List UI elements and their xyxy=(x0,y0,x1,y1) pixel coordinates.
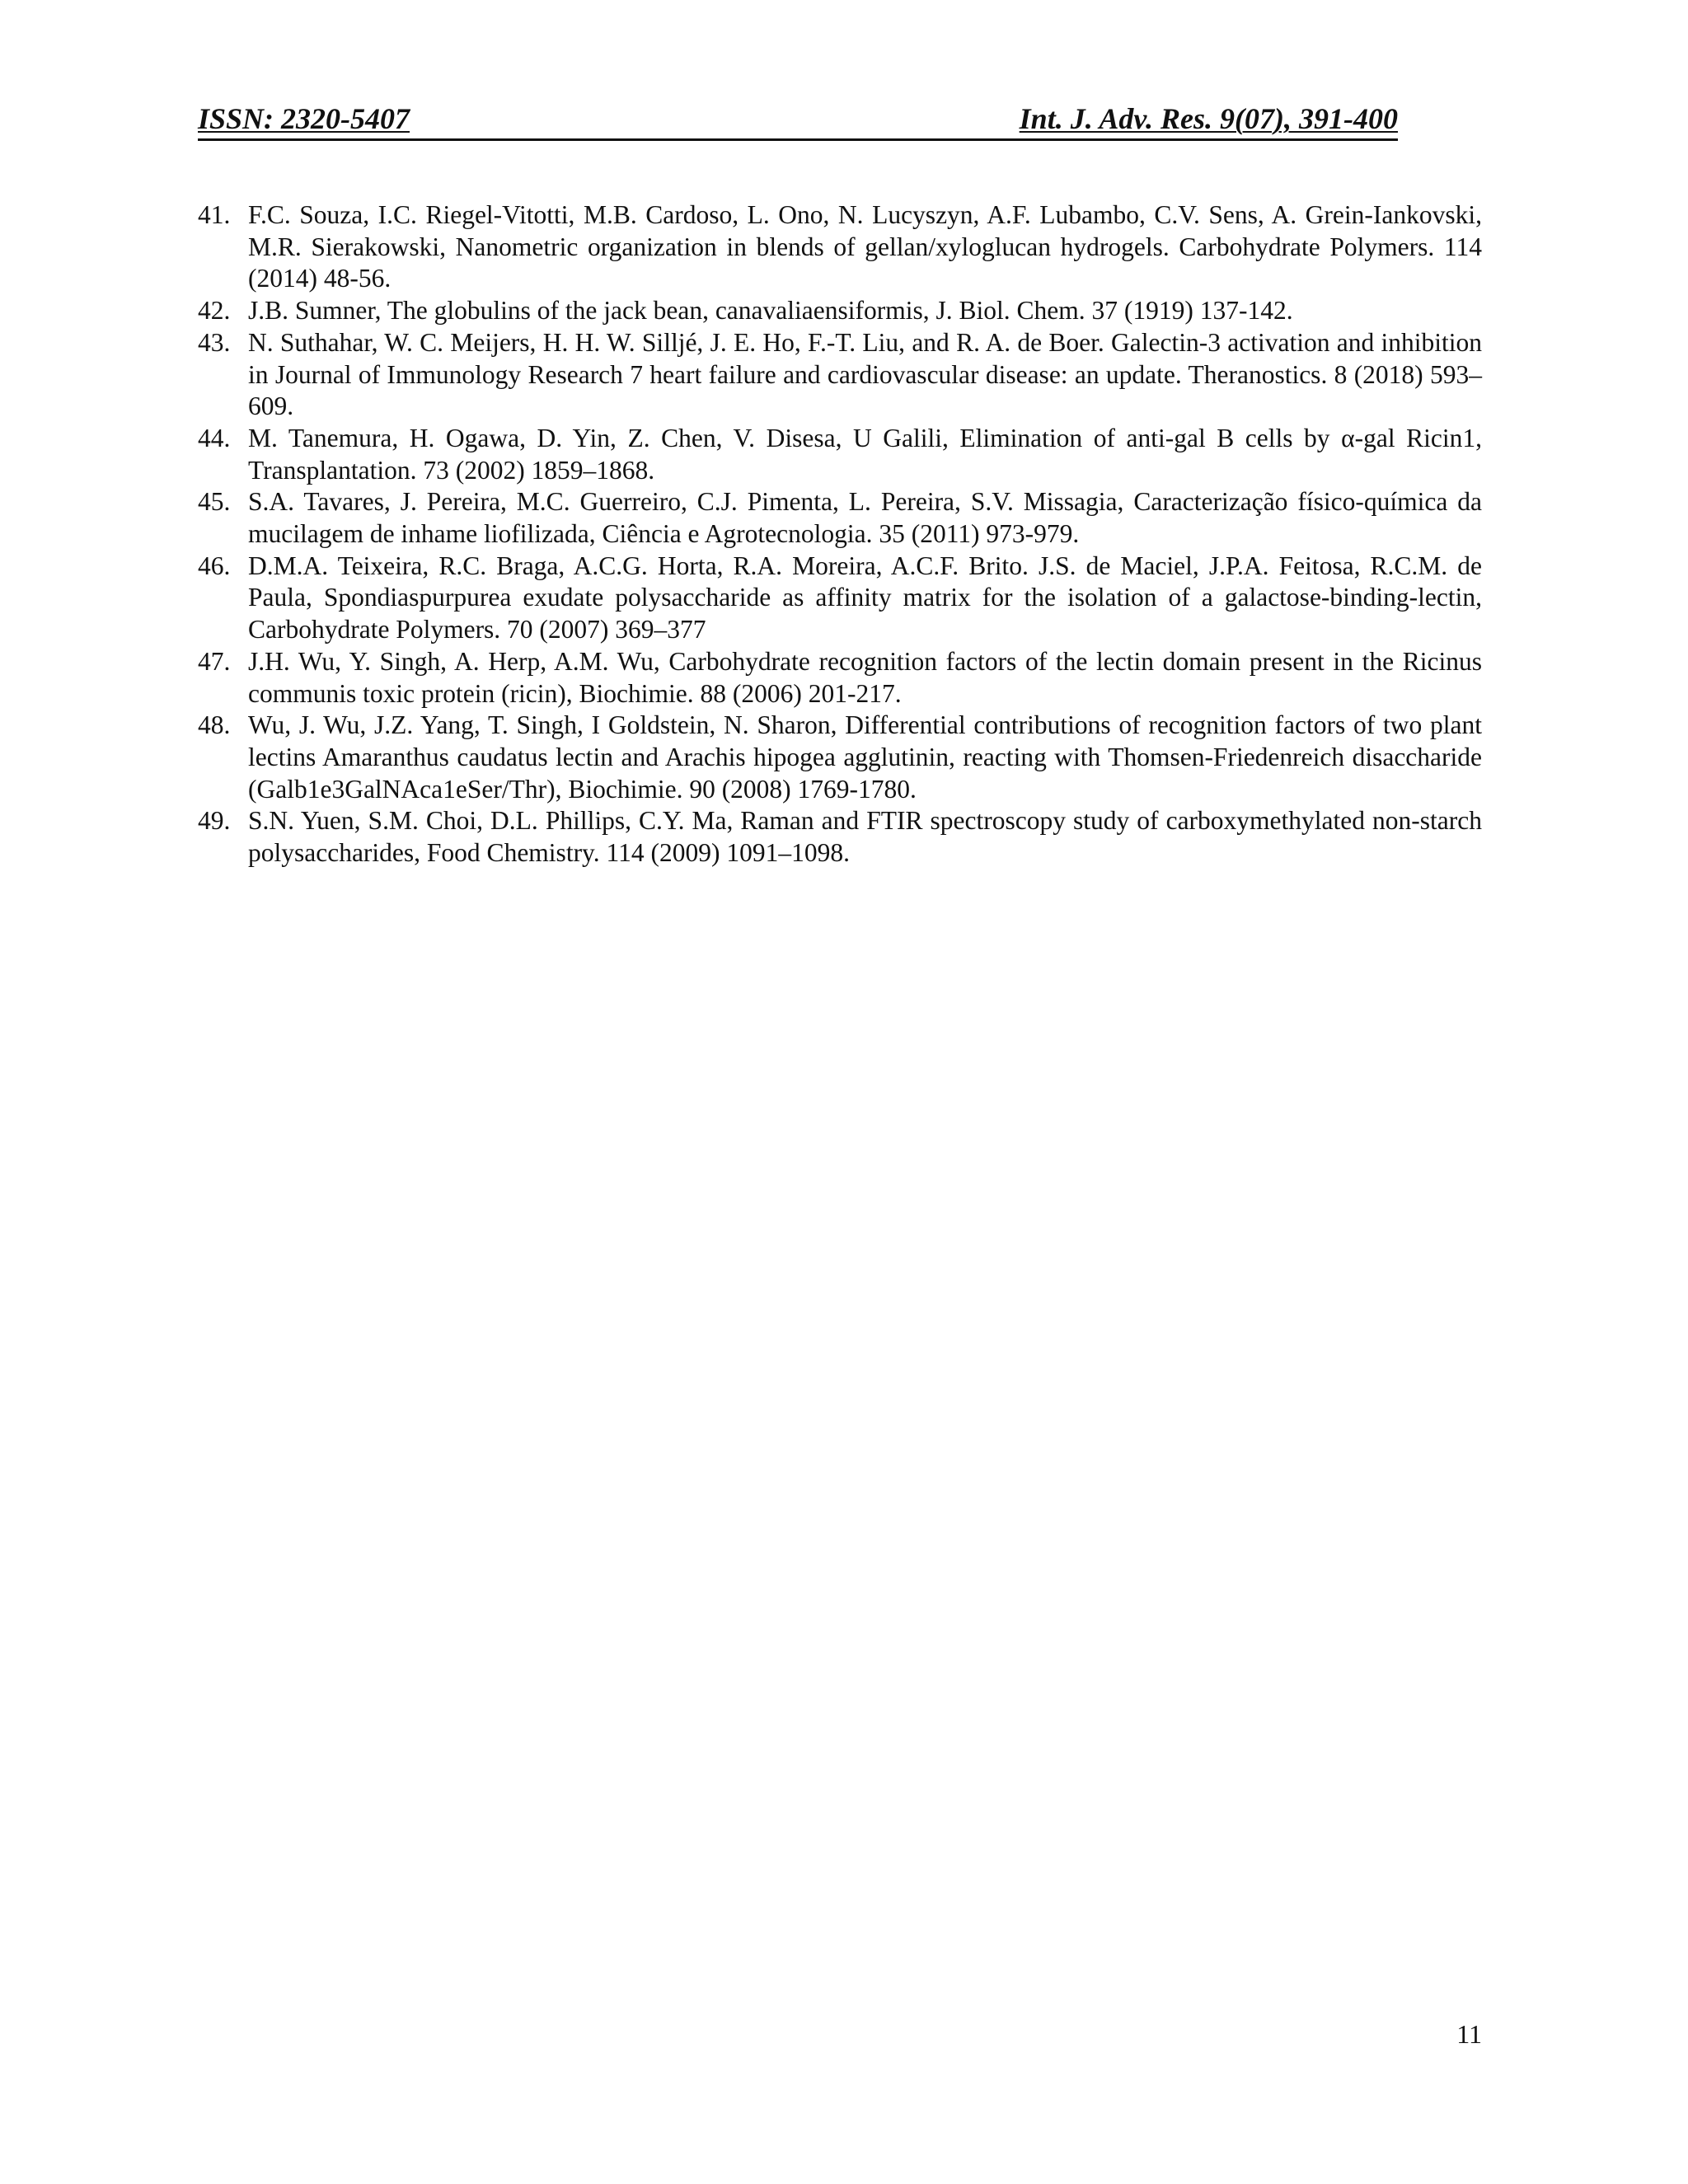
reference-item-49 xyxy=(198,805,1482,869)
reference-item-41 xyxy=(198,199,1482,295)
reference-number: 45. xyxy=(198,487,231,517)
reference-text: D.M.A. Teixeira, R.C. Braga, A.C.G. Horta, R.A. Moreira, A.C.F. Brito. J.S. de Maciel, J.P.A. Feitosa, R.C.M. de Paula, Spondiaspurpurea exudate polysaccharide as affinity matrix for the isolation of a galactose-binding-lectin, Carbohydrate Polymers. 70 (2007) 369–377 xyxy=(248,551,1482,644)
running-header xyxy=(198,99,1398,141)
reference-text: S.N. Yuen, S.M. Choi, D.L. Phillips, C.Y. Ma, Raman and FTIR spectroscopy study of carboxymethylated non-starch polysaccharides, Food Chemistry. 114 (2009) 1091–1098. xyxy=(248,806,1482,868)
reference-item-42 xyxy=(198,295,1482,327)
reference-text: S.A. Tavares, J. Pereira, M.C. Guerreiro, C.J. Pimenta, L. Pereira, S.V. Missagia, Caracterização físico-química da mucilagem de inhame liofilizada, Ciência e Agrotecnologia. 35 (2011) 973-979. xyxy=(248,487,1482,549)
reference-item-46 xyxy=(198,551,1482,646)
reference-number: 42. xyxy=(198,296,231,326)
journal-citation: Int. J. Adv. Res. 9(07), 391-400 xyxy=(1019,102,1398,135)
reference-text: J.B. Sumner, The globulins of the jack bean, canavaliaensiformis, J. Biol. Chem. 37 (1919) 137-142. xyxy=(248,296,1293,326)
reference-number: 43. xyxy=(198,327,231,357)
reference-text: F.C. Souza, I.C. Riegel-Vitotti, M.B. Cardoso, L. Ono, N. Lucyszyn, A.F. Lubambo, C.V. Sens, A. Grein-Iankovski, M.R. Sierakowski, Nanometric organization in blends of gellan/xyloglucan hydrogels. Carbohydrate Polymers. 114 (2014) 48-56. xyxy=(248,200,1482,293)
reference-item-45 xyxy=(198,486,1482,550)
page-number: 11 xyxy=(1456,2019,1482,2049)
reference-list xyxy=(198,199,1482,869)
reference-number: 47. xyxy=(198,646,231,676)
reference-text: J.H. Wu, Y. Singh, A. Herp, A.M. Wu, Carbohydrate recognition factors of the lectin domain present in the Ricinus communis toxic protein (ricin), Biochimie. 88 (2006) 201-217. xyxy=(248,646,1482,708)
reference-number: 41. xyxy=(198,200,231,229)
reference-text: M. Tanemura, H. Ogawa, D. Yin, Z. Chen, V. Disesa, U Galili, Elimination of anti-gal B cells by α-gal Ricin1, Transplantation. 73 (2002) 1859–1868. xyxy=(248,423,1482,485)
reference-number: 48. xyxy=(198,710,231,740)
reference-item-48 xyxy=(198,710,1482,805)
reference-item-44 xyxy=(198,423,1482,486)
reference-item-43 xyxy=(198,327,1482,423)
reference-text: N. Suthahar, W. C. Meijers, H. H. W. Silljé, J. E. Ho, F.-T. Liu, and R. A. de Boer. Galectin-3 activation and inhibition in Journal of Immunology Research 7 heart failure and cardiovascular disease: an update. Theranostics. 8 (2018) 593–609. xyxy=(248,327,1482,421)
reference-number: 46. xyxy=(198,551,231,580)
reference-number: 49. xyxy=(198,806,231,836)
reference-item-47 xyxy=(198,646,1482,710)
reference-number: 44. xyxy=(198,423,231,452)
issn-label: ISSN: 2320-5407 xyxy=(198,102,410,135)
reference-text: Wu, J. Wu, J.Z. Yang, T. Singh, I Goldstein, N. Sharon, Differential contributions of recognition factors of two plant lectins Amaranthus caudatus lectin and Arachis hipogea agglutinin, reacting with Thomsen-Friedenreich disaccharide (Galb1e3GalNAca1eSer/Thr), Biochimie. 90 (2008) 1769-1780. xyxy=(248,710,1482,804)
